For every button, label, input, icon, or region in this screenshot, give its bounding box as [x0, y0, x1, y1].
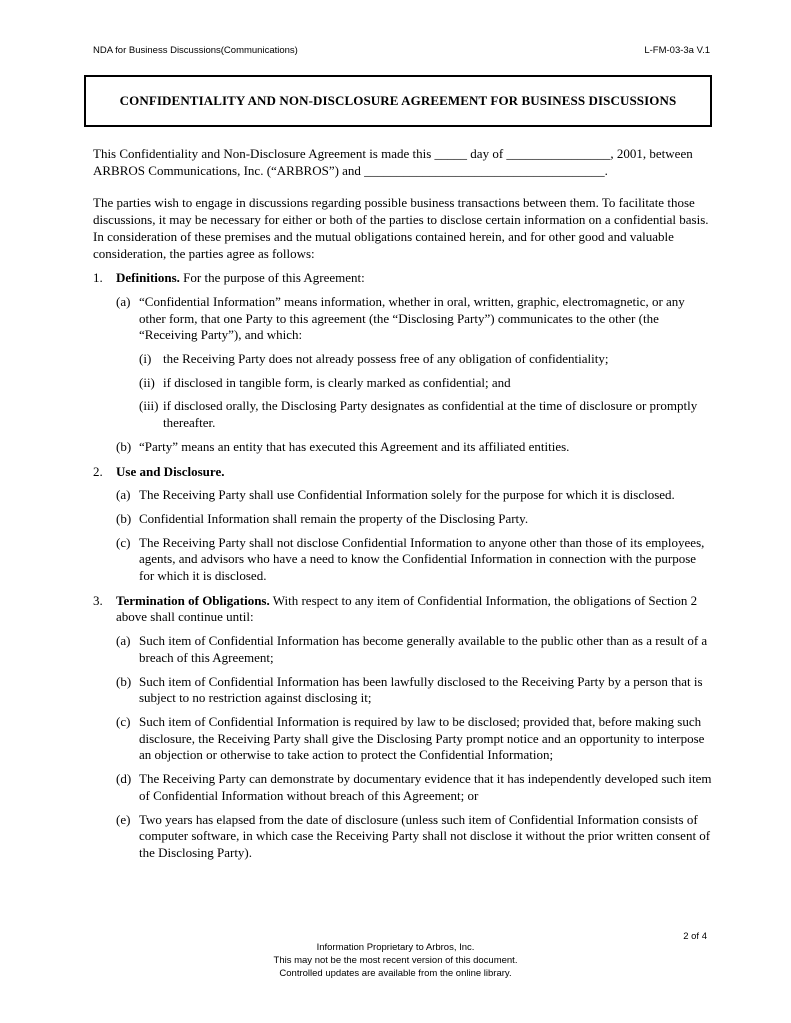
subitem-label: (iii)	[139, 398, 159, 414]
item-text: Such item of Confidential Information is required by law to be disclosed; provided that, before making such disclosure, the Receiving Party shall give the Disclosing Party prompt notice and an opportunity to interpose an objection or otherwise to take action to protect the Confidential Information;	[139, 713, 705, 763]
sub-list-item	[139, 351, 713, 368]
list-item	[116, 771, 713, 804]
item-label: (a)	[116, 293, 131, 309]
subitem-text: if disclosed in tangible form, is clearly marked as confidential; and	[163, 374, 511, 390]
section-heading: Definitions.	[116, 270, 180, 286]
section-number: 3.	[93, 592, 103, 608]
item-text: The Receiving Party shall use Confidential Information solely for the purpose for which it is disclosed.	[139, 487, 675, 503]
section-heading: Use and Disclosure.	[116, 463, 225, 479]
list-item	[116, 535, 713, 585]
subitem-text: the Receiving Party does not already possess free of any obligation of confidentiality;	[163, 351, 609, 367]
section-number: 1.	[93, 270, 103, 286]
list-item	[116, 633, 713, 666]
item-label: (b)	[116, 673, 132, 689]
list-item	[116, 674, 713, 707]
section-definitions	[93, 270, 713, 287]
item-text: The Receiving Party can demonstrate by documentary evidence that it has independently developed such item of Confidential Information without breach of this Agreement; or	[139, 771, 712, 803]
section-heading: Termination of Obligations.	[116, 592, 270, 608]
item-label: (e)	[116, 811, 131, 827]
intro-paragraph-1: This Confidentiality and Non-Disclosure Agreement is made this _____ day of ________________, 2001, between ARBROS Communications, Inc. (“ARBROS”) and _____________________________________.	[93, 146, 693, 178]
page-number: 2 of 4	[683, 931, 707, 942]
list-item	[116, 439, 713, 456]
document-title: CONFIDENTIALITY AND NON-DISCLOSURE AGREEMENT FOR BUSINESS DISCUSSIONS	[119, 93, 677, 108]
header-doc-code: L-FM-03-3a V.1	[644, 45, 710, 56]
item-text: Such item of Confidential Information has become generally available to the public other than as a result of a breach of this Agreement;	[139, 633, 708, 665]
footer-line: Information Proprietary to Arbros, Inc.	[316, 942, 475, 953]
item-label: (b)	[116, 438, 132, 454]
item-text: Such item of Confidential Information has been lawfully disclosed to the Receiving Party by a person that is subject to no restriction against disclosing it;	[139, 673, 703, 706]
item-label: (d)	[116, 771, 132, 787]
item-label: (c)	[116, 713, 131, 729]
item-text: Two years has elapsed from the date of disclosure (unless such item of Confidential Information consists of computer software, in which case the Receiving Party shall not disclose it without the prior written consent of the Disclosing Party).	[139, 811, 711, 860]
footer-line: This may not be the most recent version of this document.	[273, 955, 518, 966]
item-text: Confidential Information shall remain the property of the Disclosing Party.	[139, 510, 529, 526]
item-label: (b)	[116, 510, 132, 526]
intro-paragraph-2: The parties wish to engage in discussions regarding possible business transactions between them. To facilitate those discussions, it may be necessary for either or both of the parties to disclose certain information on a confidential basis. In consideration of these premises and the mutual obligations contained herein, and for other good and valuable consideration, the parties agree as follows:	[93, 195, 709, 261]
list-item	[116, 294, 713, 344]
section-termination-of-obligations	[93, 593, 713, 626]
section-text: With respect to any item of Confidential Information, the obligations of Section 2 above shall continue until:	[116, 592, 698, 625]
list-item	[116, 487, 713, 504]
footer	[0, 941, 791, 980]
item-text: “Party” means an entity that has executed this Agreement and its affiliated entities.	[139, 438, 570, 454]
section-text: For the purpose of this Agreement:	[179, 270, 365, 286]
list-item	[116, 714, 713, 764]
item-label: (a)	[116, 487, 131, 503]
list-item	[116, 511, 713, 528]
section-number: 2.	[93, 463, 103, 479]
list-item	[116, 812, 713, 862]
sub-list-item	[139, 398, 713, 431]
subitem-label: (ii)	[139, 374, 155, 390]
item-label: (c)	[116, 534, 131, 550]
header-doc-name: NDA for Business Discussions(Communications)	[93, 45, 298, 56]
footer-line: Controlled updates are available from the online library.	[279, 968, 512, 979]
item-label: (a)	[116, 633, 131, 649]
subitem-text: if disclosed orally, the Disclosing Party designates as confidential at the time of disclosure or promptly thereafter.	[163, 398, 698, 431]
title-box	[84, 75, 712, 127]
document-body	[93, 146, 713, 862]
item-text: The Receiving Party shall not disclose Confidential Information to anyone other than those of its employees, agents, and advisors who have a need to know the Confidential Information in connection with the purpose for which it is disclosed.	[139, 534, 705, 584]
item-text: “Confidential Information” means information, whether in oral, written, graphic, electromagnetic, or any other form, that one Party to this agreement (the “Disclosing Party”) communicates to the other (the “Receiving Party”), and which:	[139, 293, 685, 343]
section-use-and-disclosure	[93, 464, 713, 481]
sub-list-item	[139, 375, 713, 392]
subitem-label: (i)	[139, 351, 152, 367]
